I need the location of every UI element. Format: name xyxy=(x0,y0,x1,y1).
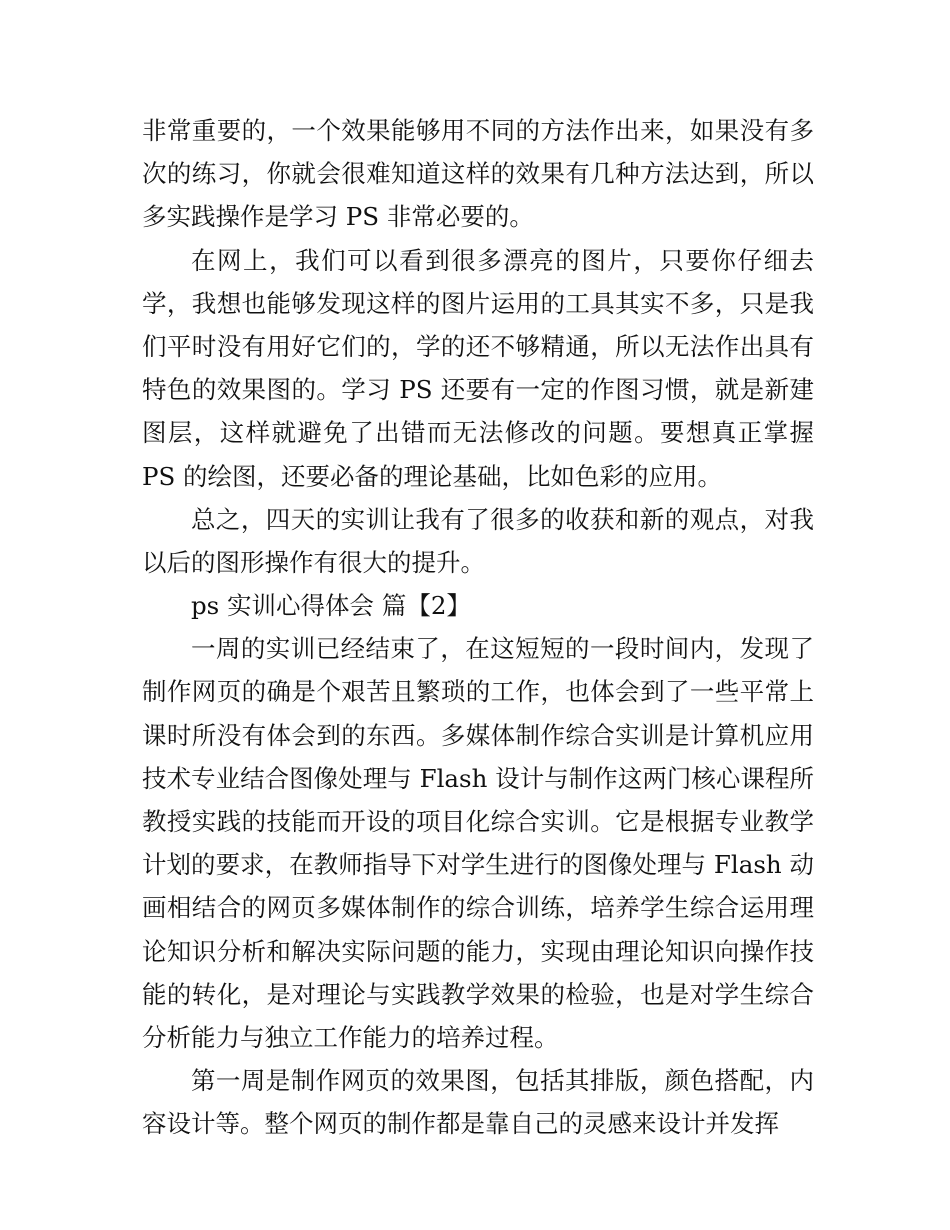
text-line: PS 的绘图，还要必备的理论基础，比如色彩的应用。 xyxy=(142,461,723,491)
paragraph-first-line: 一周的实训已经结束了，在这短短的一段时间内，发现了 xyxy=(191,634,814,664)
text-line: 容设计等。整个网页的制作都是靠自己的灵感来设计并发挥 xyxy=(142,1109,779,1139)
text-line: 次的练习，你就会很难知道这样的效果有几种方法达到，所以 xyxy=(142,159,814,189)
text-line: 学，我想也能够发现这样的图片运用的工具其实不多，只是我 xyxy=(142,288,814,318)
paragraph-first-line: 总之，四天的实训让我有了很多的收获和新的观点，对我 xyxy=(191,504,814,534)
text-line: 以后的图形操作有很大的提升。 xyxy=(142,547,485,577)
text-line: 计划的要求，在教师指导下对学生进行的图像处理与 Flash 动 xyxy=(142,850,814,880)
document-body xyxy=(142,109,814,1146)
text-line: 非常重要的，一个效果能够用不同的方法作出来，如果没有多 xyxy=(142,116,814,145)
paragraph-first-line: 第一周是制作网页的效果图，包括其排版，颜色搭配，内 xyxy=(191,1066,814,1096)
text-line: 课时所没有体会到的东西。多媒体制作综合实训是计算机应用 xyxy=(142,720,814,750)
text-line: 技术专业结合图像处理与 Flash 设计与制作这两门核心课程所 xyxy=(142,763,814,793)
text-line: 制作网页的确是个艰苦且繁琐的工作，也体会到了一些平常上 xyxy=(142,677,814,707)
paragraph-first-line: 在网上，我们可以看到很多漂亮的图片，只要你仔细去 xyxy=(191,245,814,275)
text-line: 教授实践的技能而开设的项目化综合实训。它是根据专业教学 xyxy=(142,807,814,836)
text-line: 画相结合的网页多媒体制作的综合训练，培养学生综合运用理 xyxy=(142,893,814,923)
text-line: 论知识分析和解决实际问题的能力，实现由理论知识向操作技 xyxy=(142,936,814,966)
text-line: 能的转化，是对理论与实践教学效果的检验，也是对学生综合 xyxy=(142,979,814,1009)
text-line: 特色的效果图的。学习 PS 还要有一定的作图习惯，就是新建 xyxy=(142,375,814,405)
paragraph-first-line: ps 实训心得体会 篇【2】 xyxy=(191,591,471,621)
text-line: 多实践操作是学习 PS 非常必要的。 xyxy=(142,202,534,232)
text-line: 们平时没有用好它们的，学的还不够精通，所以无法作出具有 xyxy=(142,331,814,361)
text-line: 分析能力与独立工作能力的培养过程。 xyxy=(142,1022,559,1052)
text-line: 图层，这样就避免了出错而无法修改的问题。要想真正掌握 xyxy=(142,418,814,448)
